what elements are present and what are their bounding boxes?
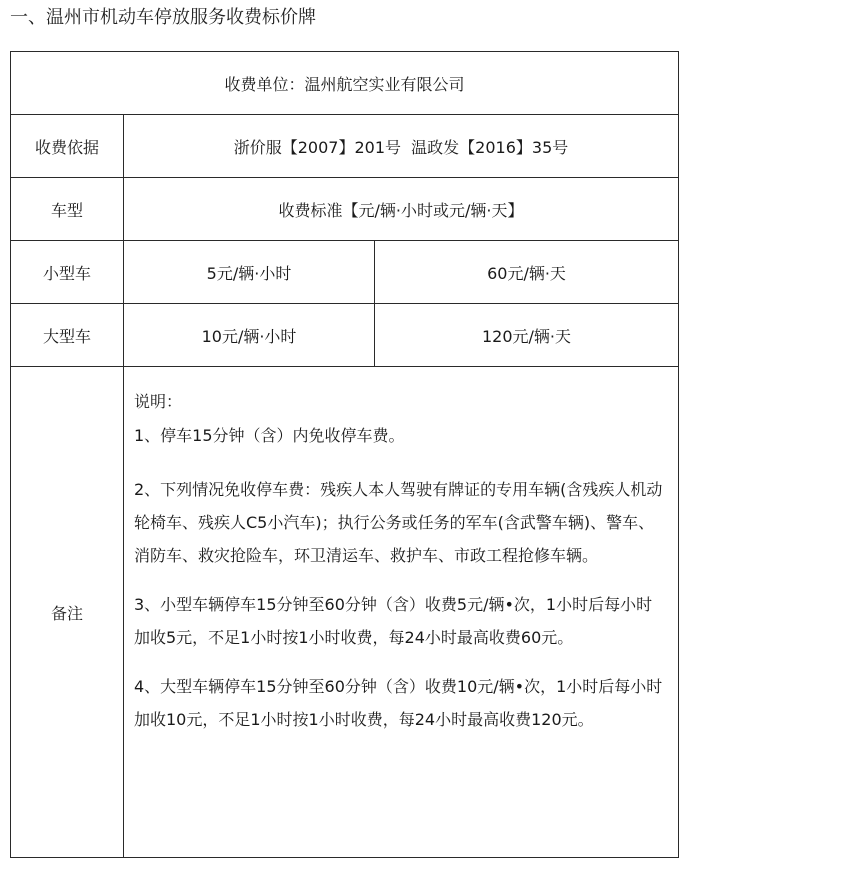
table-row xyxy=(11,178,679,241)
table-row xyxy=(11,52,679,115)
vehicle-type-cell: 大型车 xyxy=(11,304,124,367)
note-item: 2、下列情况免收停车费：残疾人本人驾驶有牌证的专用车辆(含残疾人机动轮椅车、残疾人C5小汽车)；执行公务或任务的军车(含武警车辆)、警车、消防车、救灾抢险车，环卫清运车、救护车、市政工程抢修车辆。 xyxy=(134,480,663,565)
table-row xyxy=(11,304,679,367)
daily-rate-cell: 60元/辆·天 xyxy=(375,241,679,304)
basis-label: 收费依据 xyxy=(11,115,124,178)
hourly-rate-cell: 5元/辆·小时 xyxy=(124,241,375,304)
daily-rate-cell: 120元/辆·天 xyxy=(375,304,679,367)
note-item: 1、停车15分钟（含）内免收停车费。 xyxy=(134,426,405,445)
fee-standard-label: 收费标准【元/辆·小时或元/辆·天】 xyxy=(124,178,679,241)
note-item: 4、大型车辆停车15分钟至60分钟（含）收费10元/辆•次，1小时后每小时加收10元，不足1小时按1小时收费，每24小时最高收费120元。 xyxy=(134,677,663,729)
page-heading: 一、温州市机动车停放服务收费标价牌 xyxy=(10,7,316,28)
basis-value: 浙价服【2007】201号 温政发【2016】35号 xyxy=(124,115,679,178)
table-row xyxy=(11,115,679,178)
notes-cell xyxy=(124,367,679,858)
table-row xyxy=(11,241,679,304)
fee-table xyxy=(10,51,679,858)
hourly-rate-cell: 10元/辆·小时 xyxy=(124,304,375,367)
vehicle-type-label: 车型 xyxy=(11,178,124,241)
vehicle-type-cell: 小型车 xyxy=(11,241,124,304)
note-item: 3、小型车辆停车15分钟至60分钟（含）收费5元/辆•次，1小时后每小时加收5元，不足1小时按1小时收费，每24小时最高收费60元。 xyxy=(134,595,653,647)
charging-unit-cell: 收费单位：温州航空实业有限公司 xyxy=(11,52,679,115)
notes-intro: 说明： xyxy=(134,392,183,411)
table-row xyxy=(11,367,679,858)
notes-label: 备注 xyxy=(11,367,124,858)
